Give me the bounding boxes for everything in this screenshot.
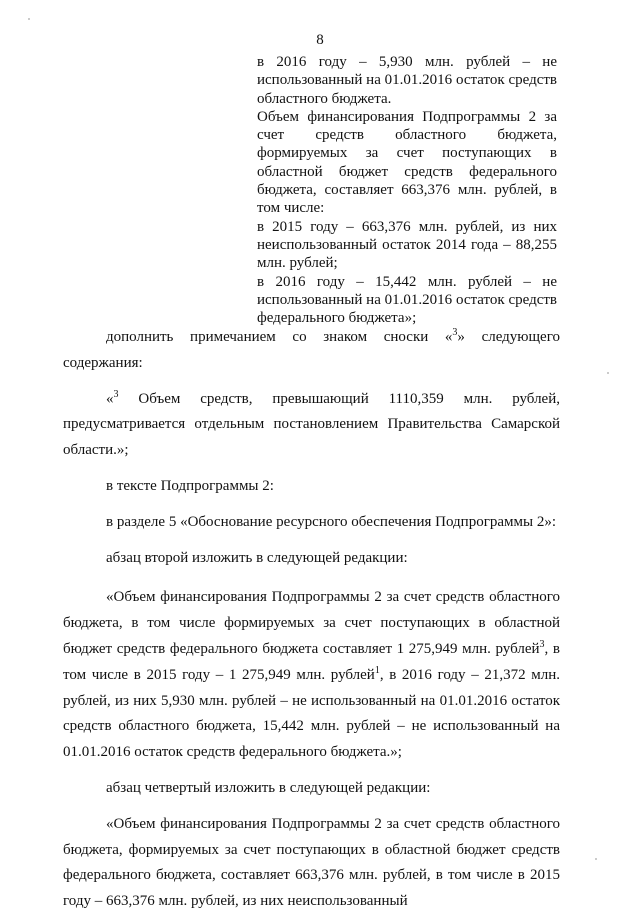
- right-col-paragraph: в 2016 году – 15,442 млн. рублей – не использованный на 01.01.2016 остаток средств федерального бюджета»;: [257, 273, 557, 327]
- page-number: 8: [316, 32, 324, 48]
- document-body: [63, 325, 560, 915]
- paragraph: абзац второй изложить в следующей редакции:: [106, 549, 408, 566]
- text-run: » следующего содержания:: [63, 329, 560, 371]
- footnote-instruction-paragraph: [63, 325, 560, 377]
- scan-speck: [607, 372, 609, 374]
- text-run: , в том числе в 2015 году – 1 275,949 млн. рублей: [63, 640, 560, 683]
- footnote-mark: 1: [374, 664, 380, 676]
- text-run: «Объем финансирования Подпрограммы 2 за счет средств областного бюджета, в том числе формируемых за счет поступающих в областной бюджет средств федерального бюджета составляет 1 275,949 млн. рублей: [63, 589, 560, 657]
- right-col-paragraph: в 2016 году – 5,930 млн. рублей – не использованный на 01.01.2016 остаток средств областного бюджета.: [257, 54, 557, 107]
- paragraph: в тексте Подпрограммы 2:: [106, 477, 274, 494]
- scan-speck: [595, 858, 597, 860]
- text-run: Объем средств, превышающий 1110,359 млн. рублей, предусматривается отдельным постановлением Правительства Самарской области.»;: [63, 390, 560, 459]
- text-run: , в 2016 году – 21,372 млн. рублей, из них 5,930 млн. рублей – не использованный на 01.01.2016 остаток средств областного бюджета, 15,442 млн. рублей – не использованный на 01.01.2016 остаток средств федерального бюджета.»;: [63, 666, 560, 761]
- footnote-mark: 3: [113, 388, 119, 400]
- footnote-mark: 3: [539, 638, 545, 650]
- paragraph: в разделе 5 «Обоснование ресурсного обеспечения Подпрограммы 2»:: [106, 513, 556, 530]
- footnote-text-paragraph: [63, 387, 560, 464]
- quoted-paragraph: [63, 585, 560, 766]
- quoted-paragraph: «Объем финансирования Подпрограммы 2 за счет средств областного бюджета, формируемых за счет поступающих в областной бюджет средств федерального бюджета, составляет 663,376 млн. рублей, в том числе в 2015 году – 663,376 млн. рублей, из них неиспользованный: [63, 815, 560, 910]
- paragraph: абзац четвертый изложить в следующей редакции:: [106, 779, 431, 796]
- text-run: дополнить примечанием со знаком сноски «: [106, 329, 453, 345]
- funding-summary-column: [257, 53, 557, 327]
- scan-speck: [28, 18, 30, 20]
- right-col-paragraph: в 2015 году – 663,376 млн. рублей, из них неиспользованный остаток 2014 года – 88,255 млн. рублей;: [257, 218, 557, 272]
- right-col-paragraph: Объем финансирования Подпрограммы 2 за счет средств областного бюджета, формируемых за счет поступающих в областной бюджет средств федерального бюджета, составляет 663,376 млн. рублей, в том числе:: [257, 108, 557, 217]
- text-run: «: [106, 390, 114, 407]
- footnote-mark: 3: [452, 327, 458, 338]
